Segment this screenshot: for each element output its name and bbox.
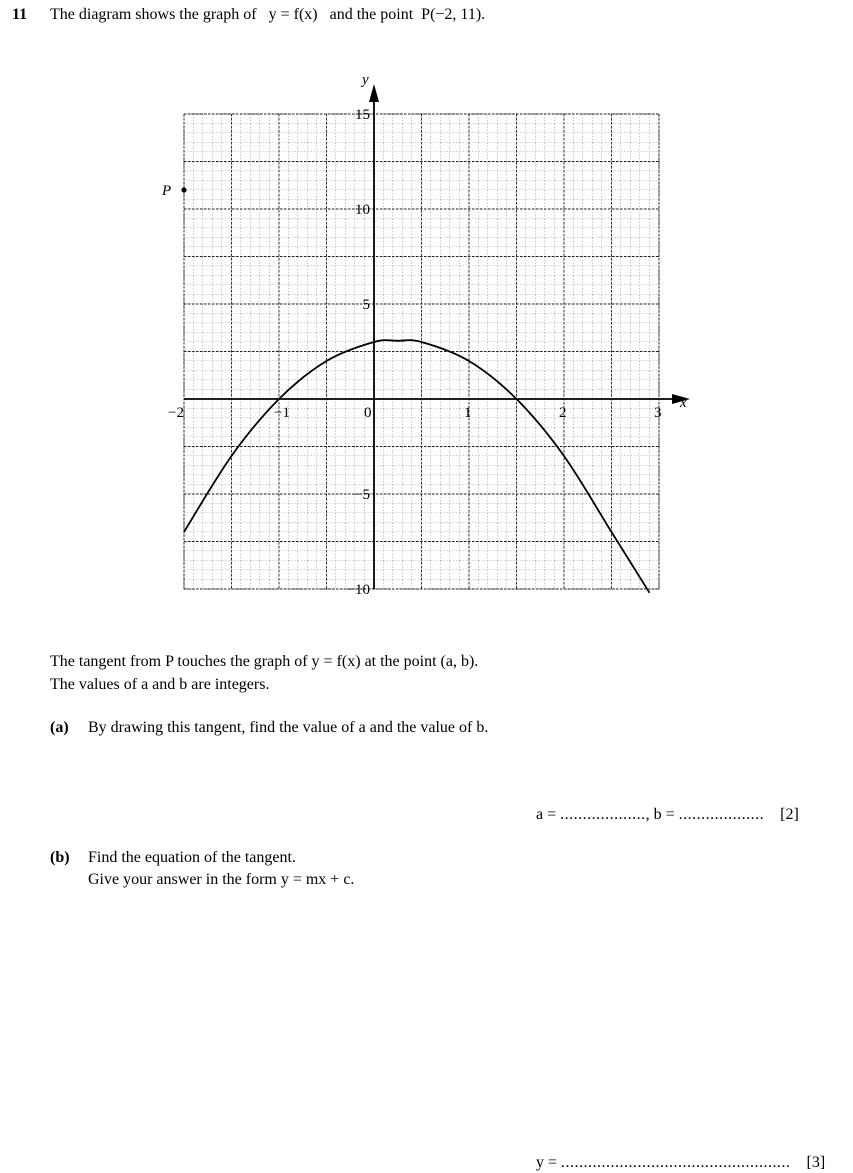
intro-func: y = f(x) bbox=[268, 6, 318, 23]
y-axis-arrow bbox=[369, 84, 379, 102]
answer-y-label: y = bbox=[536, 1154, 558, 1171]
answer-b-label: , b = bbox=[645, 806, 675, 823]
part-a-text: By drawing this tangent, find the value of a and the value of b. bbox=[88, 719, 489, 736]
x-tick-label: 2 bbox=[559, 405, 567, 421]
point-p-label: P bbox=[162, 183, 172, 199]
x-tick-label: 1 bbox=[464, 405, 472, 421]
y-tick-label: −10 bbox=[346, 582, 370, 598]
part-a-label: (a) bbox=[50, 719, 69, 736]
intro-mid: and the point bbox=[329, 6, 414, 23]
y-tick-label: 5 bbox=[362, 297, 370, 313]
y-tick-label: 15 bbox=[355, 107, 370, 123]
x-tick-label: 0 bbox=[364, 405, 372, 421]
answer-y-line[interactable]: ................................................... bbox=[561, 1154, 791, 1171]
part-b-text-2: Give your answer in the form y = mx + c. bbox=[88, 871, 355, 888]
marks-a: [2] bbox=[780, 806, 799, 823]
x-axis-label: x bbox=[680, 395, 687, 411]
text-line-2: The values of a and b are integers. bbox=[50, 676, 270, 693]
point-p bbox=[181, 187, 186, 192]
answer-a-row bbox=[536, 806, 799, 824]
question-number: 11 bbox=[12, 6, 28, 23]
answer-a-label: a = bbox=[536, 806, 557, 823]
part-b-text-1: Find the equation of the tangent. bbox=[88, 849, 296, 866]
intro-pre: The diagram shows the graph of bbox=[50, 6, 257, 23]
answer-a-line[interactable]: ................... bbox=[560, 806, 646, 823]
answer-y-row bbox=[536, 1154, 825, 1172]
question-intro bbox=[50, 6, 485, 24]
intro-point: P(−2, 11). bbox=[421, 6, 486, 23]
marks-b: [3] bbox=[806, 1154, 826, 1171]
x-tick-label: −1 bbox=[274, 405, 290, 421]
point-p-group bbox=[161, 183, 187, 199]
x-tick-label: 3 bbox=[654, 405, 662, 421]
y-tick-label: 10 bbox=[355, 202, 370, 218]
y-tick-label: −5 bbox=[354, 487, 370, 503]
part-b-label: (b) bbox=[50, 849, 70, 866]
y-axis-label: y bbox=[362, 72, 369, 88]
answer-b-line[interactable]: ................... bbox=[678, 806, 765, 823]
graph bbox=[0, 60, 853, 620]
x-tick-label: −2 bbox=[168, 405, 184, 421]
text-line-1: The tangent from P touches the graph of y = f(x) at the point (a, b). bbox=[50, 653, 479, 670]
